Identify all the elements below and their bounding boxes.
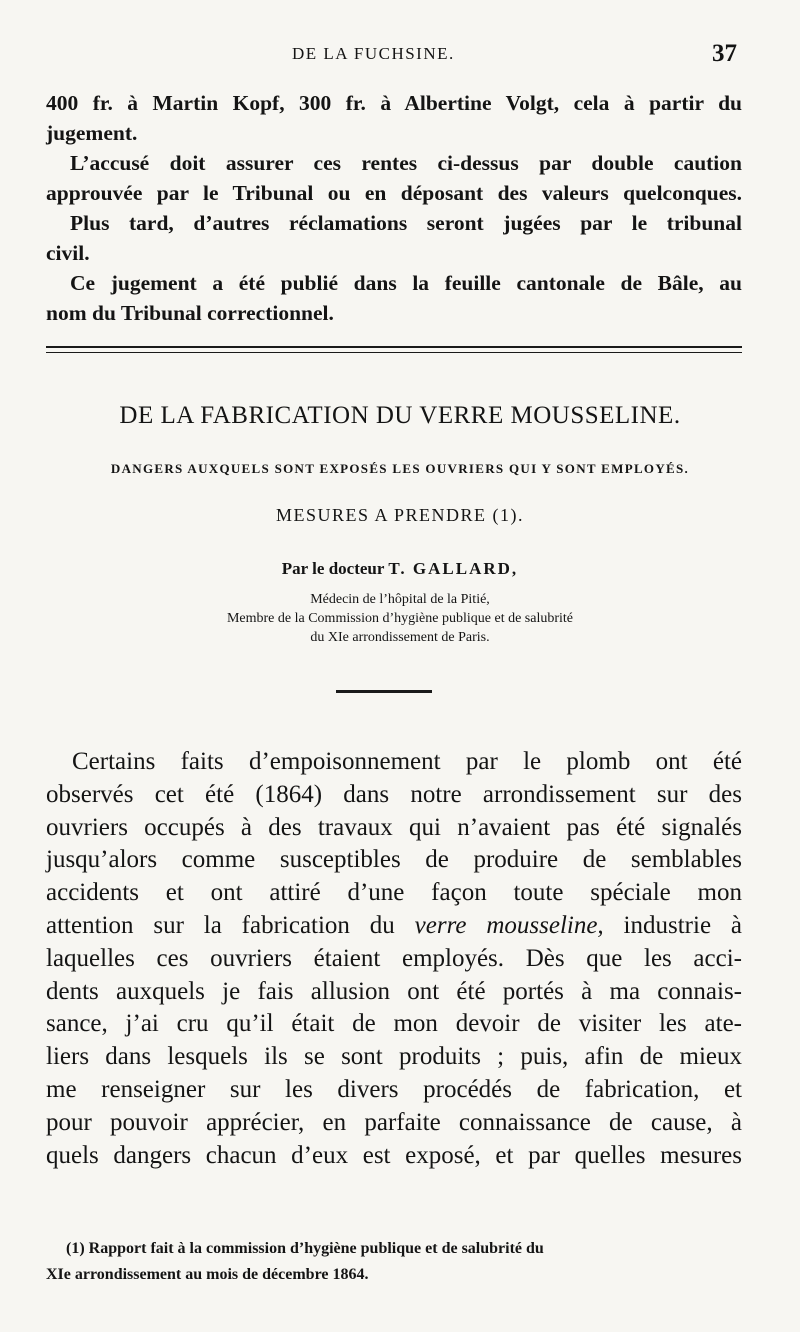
text-line: Plus tard, d’autres réclamations seront jugées par le tribunal [70,211,742,235]
author-line [0,559,800,579]
author-prefix: Par le docteur [281,559,385,578]
body-line: quels dangers chacun d’eux est exposé, et par quelles mesures [46,1141,742,1169]
ornamental-separator [336,690,432,693]
running-header: DE LA FUCHSINE. [292,44,455,63]
text-line: Ce jugement a été publié dans la feuille cantonale de Bâle, au [70,271,742,295]
author-affiliation-line: Médecin de l’hôpital de la Pitié, [310,592,490,607]
body-line: dents auxquels je fais allusion ont été portés à ma connais- [46,977,742,1005]
body-line: observés cet été (1864) dans notre arrondissement sur des [46,780,742,808]
author-affiliation-line: Membre de la Commission d’hygiène publique et de salubrité [226,611,574,626]
previous-article-text [46,88,742,328]
footnote-line: (1) Rapport fait à la commission d’hygiène publique et de salubrité du [66,1240,544,1257]
italic-term: verre mousseline, [414,911,604,939]
body-line: jusqu’alors comme susceptibles de produire de semblables [46,846,742,874]
article-measures-heading: MESURES A PRENDRE (1). [275,505,525,525]
body-line: Certains faits d’empoisonnement par le plomb ont été [72,748,742,775]
body-line: liers dans lesquels ils se sont produits ; puis, afin de mieux [46,1043,742,1071]
body-line: ouvriers occupés à des travaux qui n’avaient pas été signalés [46,813,742,841]
body-line: laquelles ces ouvriers étaient employés. Dès que les acci- [46,944,742,972]
author-affiliation-line: du XIe arrondissement de Paris. [310,630,490,645]
body-line: accidents et ont attiré d’une façon toute spéciale mon [46,879,742,907]
body-line: attention sur la fabrication du verre mousseline, industrie à [46,911,742,939]
text-line: 400 fr. à Martin Kopf, 300 fr. à Albertine Volgt, cela à partir du [46,91,742,115]
text-line: nom du Tribunal correctionnel. [46,301,334,325]
text-line: civil. [46,241,90,265]
footnote-line: XIe arrondissement au mois de décembre 1864. [46,1266,369,1283]
body-line: me renseigner sur les divers procédés de fabrication, et [46,1075,742,1103]
body-line: sance, j’ai cru qu’il était de mon devoir de visiter les ate- [46,1010,742,1038]
author-name: T. GALLARD, [388,559,519,578]
text-line: approuvée par le Tribunal ou en déposant des valeurs quelconques. [46,181,742,205]
article-subtitle: DANGERS AUXQUELS SONT EXPOSÉS LES OUVRIERS QUI Y SONT EMPLOYÉS. [110,461,690,476]
text-line: jugement. [46,121,138,145]
body-line: pour pouvoir apprécier, en parfaite connaissance de cause, à [46,1108,742,1136]
footnote [46,1236,742,1288]
article-title: DE LA FABRICATION DU VERRE MOUSSELINE. [119,402,681,429]
section-divider-top [46,346,742,348]
page-number: 37 [712,40,737,67]
section-divider-bottom [46,352,742,353]
article-body [46,746,742,1172]
text-line: L’accusé doit assurer ces rentes ci-dessus par double caution [70,151,742,175]
